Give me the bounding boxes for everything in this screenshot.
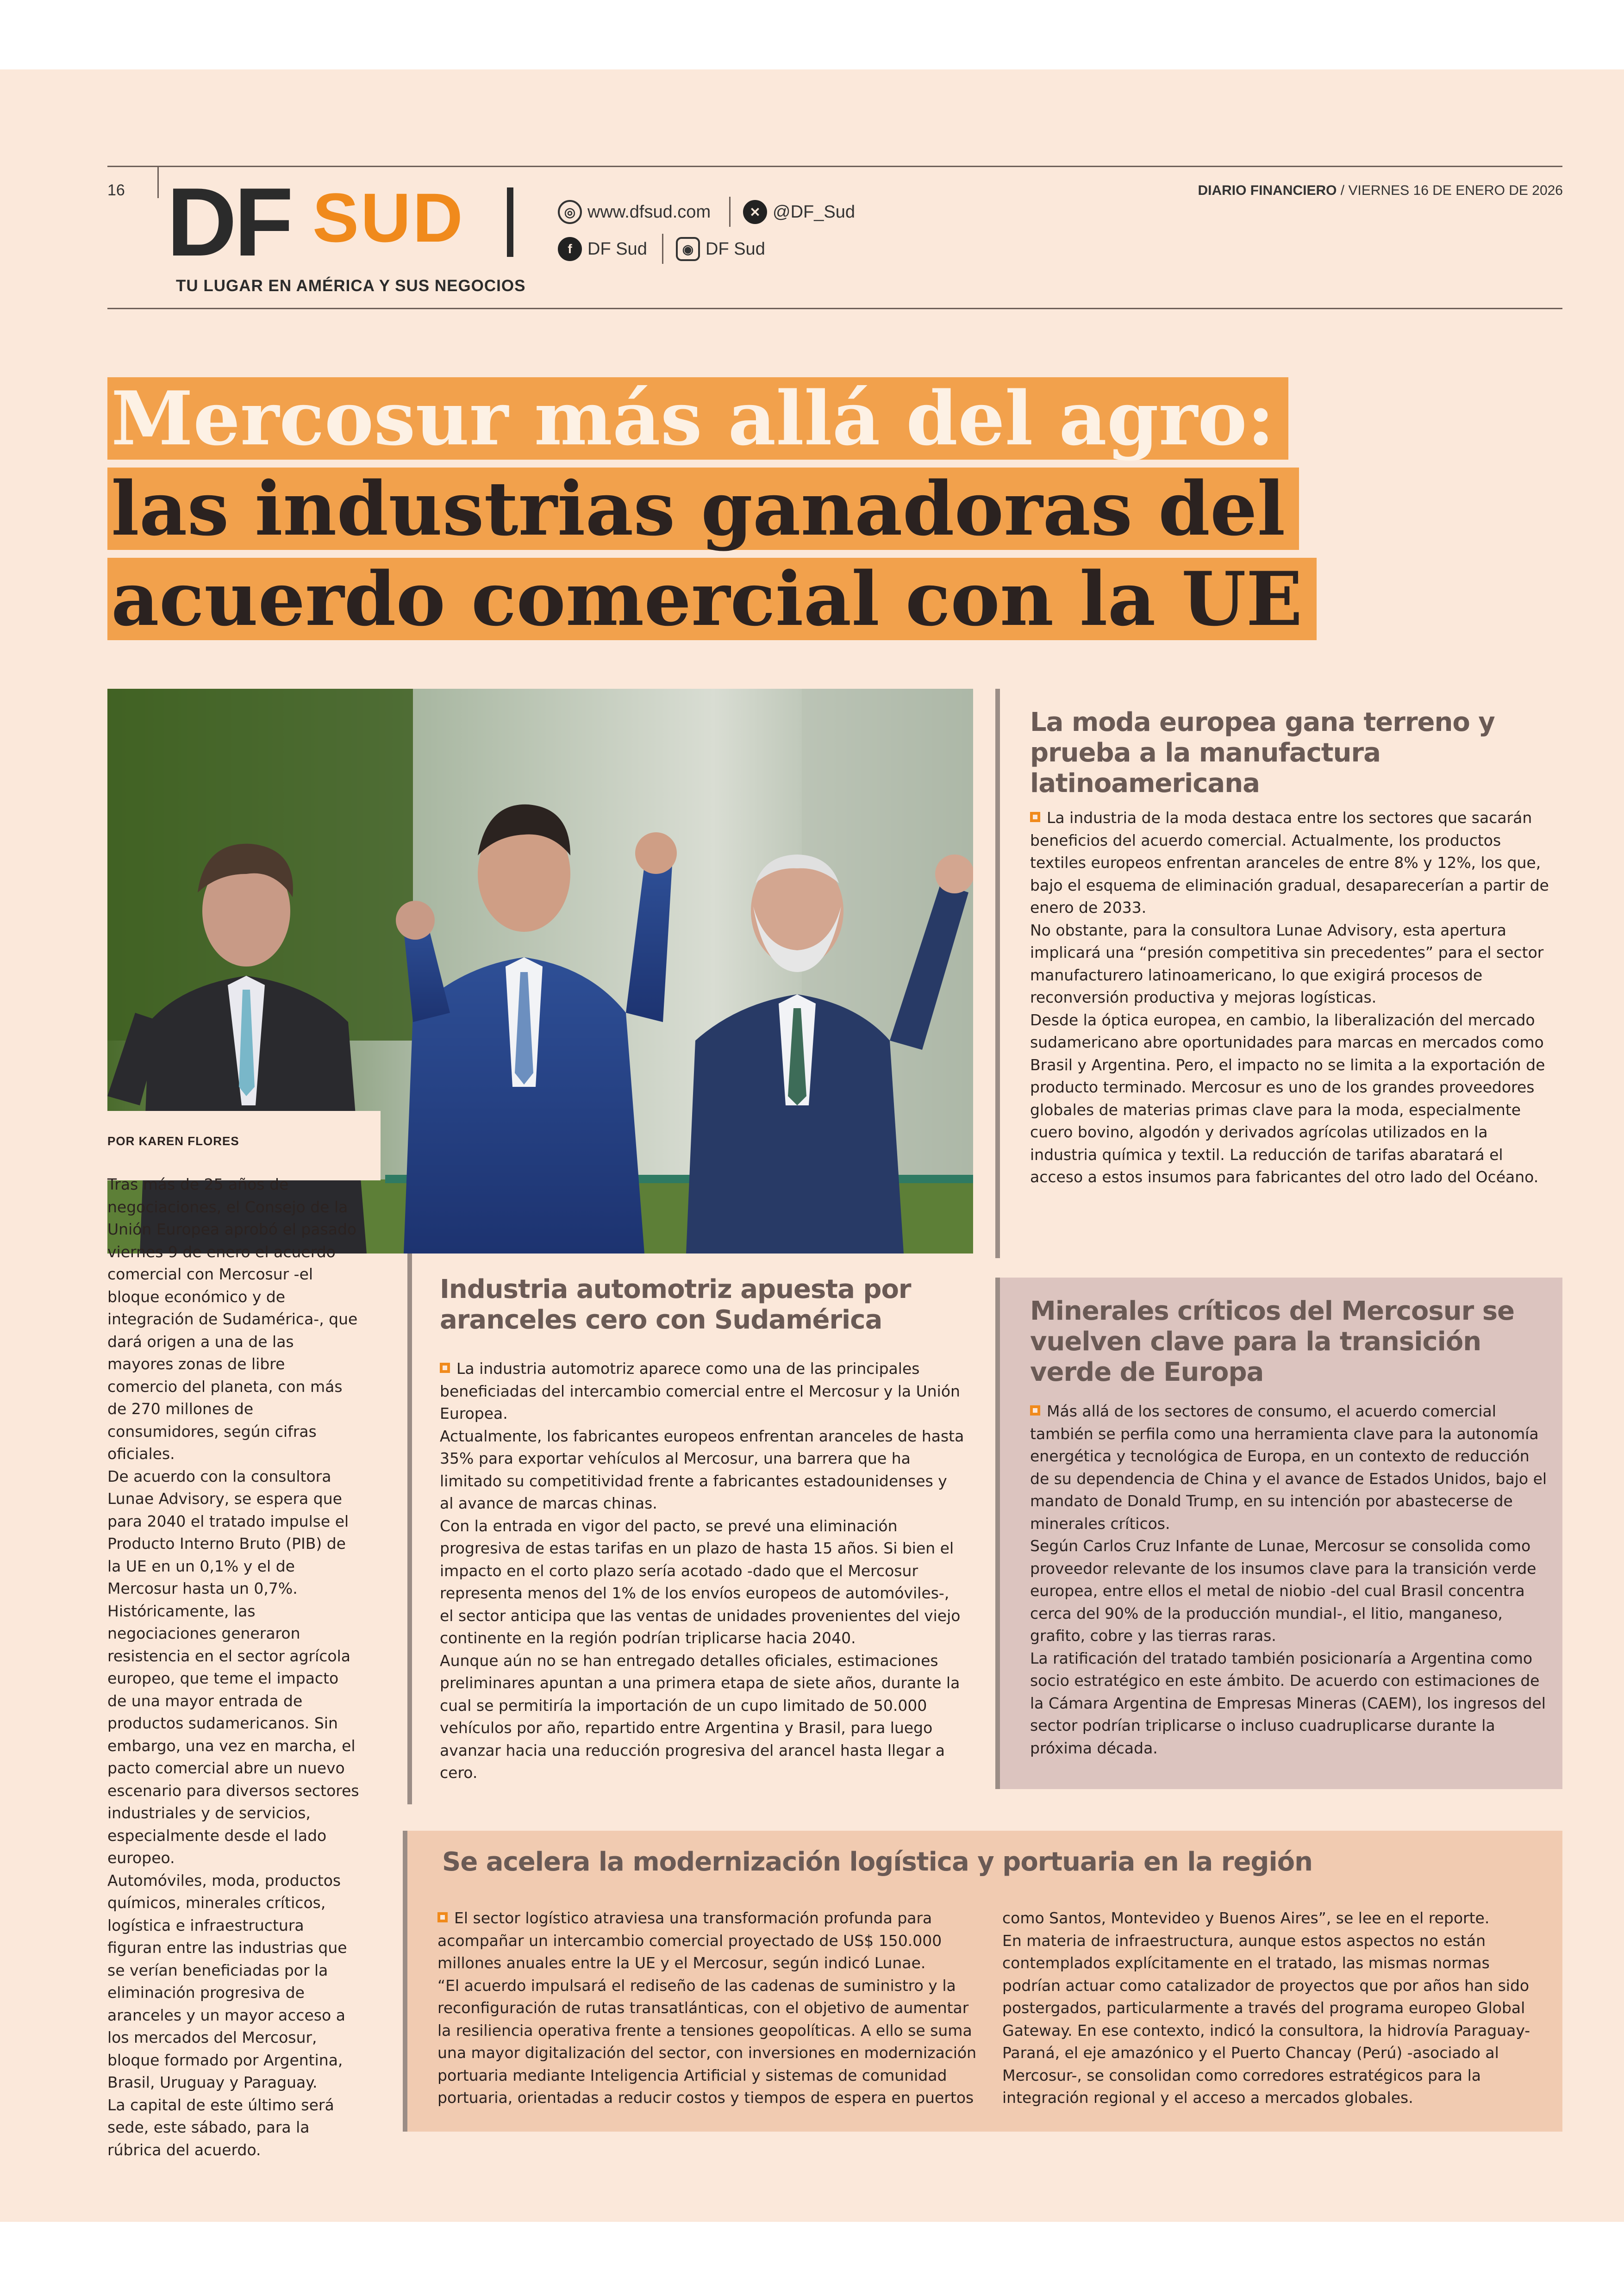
section-title-minerales: Minerales críticos del Mercosur se vuelven clave para la transición verde de Europa — [1030, 1296, 1515, 1387]
section-paragraph: Aunque aún no se han entregado detalles oficiales, estimaciones preliminares apuntan a una primera etapa de siete años, durante la cual se permitiría la importación de un cupo limitado de 50.000 vehículos por año, repartido entre Argentina y Brasil, para luego avanzar hacia una reducción progresiva del arancel hasta llegar a cero. — [440, 1651, 960, 1782]
dateline — [1198, 183, 1563, 199]
bullet-icon — [440, 1363, 450, 1373]
paragraph-text: Más allá de los sectores de consumo, el acuerdo comercial también se perfila como una herramienta clave para la autonomía energética y tecnológica de Europa, en un contexto de reducción de su dependencia de China y el avance de Estados Unidos, bajo el mandato de Donald Trump, en su intención por abastecerse de minerales críticos. — [1030, 1402, 1547, 1533]
facebook-icon: f — [558, 237, 582, 261]
byline: POR KAREN FLORES — [107, 1134, 239, 1148]
section-title-logistica: Se acelera la modernización logística y portuaria en la región — [442, 1847, 1312, 1877]
instagram-icon: ◉ — [676, 237, 700, 261]
section-bar — [995, 689, 1000, 1258]
dateline-date: / VIERNES 16 DE ENERO DE 2026 — [1337, 183, 1563, 198]
section-paragraph: Según Carlos Cruz Infante de Lunae, Mercosur se consolida como proveedor relevante de los insumos clave para la transición verde europea, entre ellos el metal de niobio -del cual Brasil concentra cerca del 90% de la producción mundial-, el litio, manganeso, grafito, cobre y las tierras raras. — [1030, 1537, 1537, 1645]
logo-bracket — [507, 187, 513, 257]
x-link[interactable] — [743, 200, 855, 224]
website-link[interactable] — [558, 200, 711, 224]
section-bar — [403, 1831, 407, 2132]
logo-tagline: TU LUGAR EN AMÉRICA Y SUS NEGOCIOS — [176, 277, 526, 295]
globe-icon: ◎ — [558, 200, 582, 224]
section-paragraph — [1030, 1400, 1553, 1535]
article-paragraph: Históricamente, las negociaciones generaron resistencia en el sector agrícola europeo, que teme el impacto de una mayor entrada de productos sudamericanos. Sin embargo, una vez en marcha, el pacto comercial abre un nuevo escenario para diversos sectores industriales y de servicios, especialmente desde el lado europeo. — [107, 1602, 359, 1867]
article-paragraph: Tras más de 25 años de negociaciones, el Consejo de la Unión Europea aprobó el pasado viernes 9 de enero el acuerdo comercial con Mercosur -el bloque económico y de integración de Sudamérica-, que dará origen a una de las mayores zonas de libre comercio del planeta, con más de 270 millones de consumidores, según cifras oficiales. — [107, 1175, 358, 1463]
section-bar — [995, 1278, 1000, 1789]
instagram-link[interactable] — [676, 237, 765, 261]
paragraph-text: La industria automotriz aparece como una de las principales beneficiadas del intercambio comercial entre el Mercosur y la Unión Europea. — [440, 1360, 960, 1422]
section-paragraph — [440, 1358, 965, 1425]
section-paragraph: Actualmente, los fabricantes europeos enfrentan aranceles de hasta 35% para exportar vehículos al Mercosur, una barrera que ha limitado su competitividad frente a fabricantes estadounidenses y al avance de marcas chinas. — [440, 1427, 964, 1512]
section-paragraph: En materia de infraestructura, aunque estos aspectos no están contemplados explícitamente en el tratado, las mismas normas podrían actuar como catalizador de proyectos que por años han sido postergados, particularmente a través del programa europeo Global Gateway. En ese contexto, indicó la consultora, la hidrovía Paraguay-Paraná, el eje amazónico y el Puerto Chancay (Perú) -asociado al Mercosur-, se consolidan como corredores estratégicos para la integración regional y el acceso a mercados globales. — [1002, 1931, 1530, 2107]
x-handle: @DF_Sud — [773, 202, 855, 222]
dateline-paper: DIARIO FINANCIERO — [1198, 183, 1337, 198]
section-col1-logistica — [437, 1907, 986, 2109]
facebook-link[interactable] — [558, 237, 647, 261]
header-divider — [157, 166, 159, 198]
section-paragraph: La ratificación del tratado también posicionaría a Argentina como socio estratégico en este ámbito. De acuerdo con estimaciones de la Cámara Argentina de Empresas Mineras (CAEM), los ingresos del sector podrían triplicarse o incluso cuadruplicarse durante la próxima década. — [1030, 1649, 1546, 1757]
section-body-automotriz — [440, 1358, 965, 1784]
logo-df: DF — [167, 168, 291, 276]
section-bar — [407, 1254, 412, 1804]
logo-sud: SUD — [312, 179, 465, 256]
article-paragraph: De acuerdo con la consultora Lunae Advisory, se espera que para 2040 el tratado impulse el Producto Interno Bruto (PIB) de la UE en un 0,1% y el de Mercosur hasta un 0,7%. — [107, 1467, 349, 1597]
instagram-label: DF Sud — [706, 239, 765, 259]
section-paragraph: como Santos, Montevideo y Buenos Aires”, se lee en el reporte. — [1002, 1909, 1490, 1927]
headline-line-1: Mercosur más allá del agro: — [107, 377, 1288, 460]
facebook-label: DF Sud — [587, 239, 647, 259]
page-number: 16 — [107, 181, 125, 199]
headline-line-2: las industrias ganadoras del — [107, 468, 1299, 550]
social-divider-2 — [662, 234, 663, 264]
paragraph-text: El sector logístico atraviesa una transformación profunda para acompañar un intercambio comercial proyectado de US$ 150.000 millones anuales entre la UE y el Mercosur, según indicó Lunae. — [437, 1909, 942, 1972]
header-top-rule — [107, 166, 1562, 167]
bullet-icon — [1030, 1405, 1040, 1416]
paragraph-text: La industria de la moda destaca entre los sectores que sacarán beneficios del acuerdo comercial. Actualmente, los productos textiles europeos enfrentan aranceles de entre 8% y 12%, los que, bajo el esquema de eliminación gradual, desaparecerían a partir de enero de 2033. — [1030, 809, 1549, 917]
section-body-minerales — [1030, 1400, 1553, 1759]
section-title-moda: La moda europea gana terreno y prueba a la manufactura latinoamericana — [1030, 707, 1495, 798]
section-paragraph: Desde la óptica europea, en cambio, la liberalización del mercado sudamericano abre oportunidades para marcas en mercados como Brasil y Argentina. Pero, el impacto no se limita a la exportación de producto terminado. Mercosur es uno de los grandes proveedores globales de materias primas clave para la moda, especialmente cuero bovino, algodón y derivados agrícolas utilizados en la industria química y textil. La reducción de tarifas abaratará el acceso a estos insumos para fabricantes del otro lado del Océano. — [1030, 1010, 1545, 1186]
social-divider — [729, 197, 731, 227]
section-paragraph: Con la entrada en vigor del pacto, se prevé una eliminación progresiva de estas tarifas en un plazo de hasta 15 años. Si bien el impacto en el corto plazo sería acotado -dado que el Mercosur representa menos del 1% de los envíos europeos de automóviles-, el sector anticipa que las ventas de unidades provenientes del viejo continente en la región podrían triplicarse hacia 2040. — [440, 1516, 961, 1647]
article-paragraph: La capital de este último será sede, este sábado, para la rúbrica del acuerdo. — [107, 2095, 334, 2159]
header-bottom-rule — [107, 308, 1562, 309]
bullet-icon — [437, 1912, 448, 1922]
section-body-moda — [1030, 807, 1553, 1189]
bullet-icon — [1030, 812, 1040, 822]
headline-line-3: acuerdo comercial con la UE — [107, 558, 1317, 640]
article-body — [107, 1173, 360, 2161]
x-icon: ✕ — [743, 200, 767, 224]
section-logistica — [403, 1831, 1562, 2132]
section-automotriz — [407, 1254, 973, 1804]
section-paragraph — [1030, 807, 1553, 919]
website-label: www.dfsud.com — [587, 202, 711, 222]
section-paragraph: “El acuerdo impulsará el rediseño de las cadenas de suministro y la reconfiguración de rutas transatlánticas, con el objetivo de aumentar la resiliencia operativa frente a tensiones geopolíticas. A ello se suma una mayor digitalización del sector, con inversiones en modernización portuaria mediante Inteligencia Artificial y sistemas de comunidad portuaria, orientadas a reducir costos y tiempos de espera en puertos — [437, 1976, 977, 2107]
section-minerales — [995, 1278, 1562, 1789]
section-title-automotriz: Industria automotriz apuesta por aranceles cero con Sudamérica — [440, 1274, 911, 1335]
section-paragraph: No obstante, para la consultora Lunae Advisory, esta apertura implicará una “presión competitiva sin precedentes” para el sector manufacturero latinoamericano, lo que exigirá procesos de reconversión productiva y mejoras logísticas. — [1030, 921, 1544, 1006]
article-paragraph: Automóviles, moda, productos químicos, minerales críticos, logística e infraestructura figuran entre las industrias que se verían beneficiadas por la eliminación progresiva de aranceles y un mayor acceso a los mercados del Mercosur, bloque formado por Argentina, Brasil, Uruguay y Paraguay. — [107, 1871, 347, 2091]
section-col2-logistica — [1002, 1907, 1535, 2109]
section-moda — [995, 689, 1562, 1258]
section-paragraph — [437, 1907, 986, 1975]
